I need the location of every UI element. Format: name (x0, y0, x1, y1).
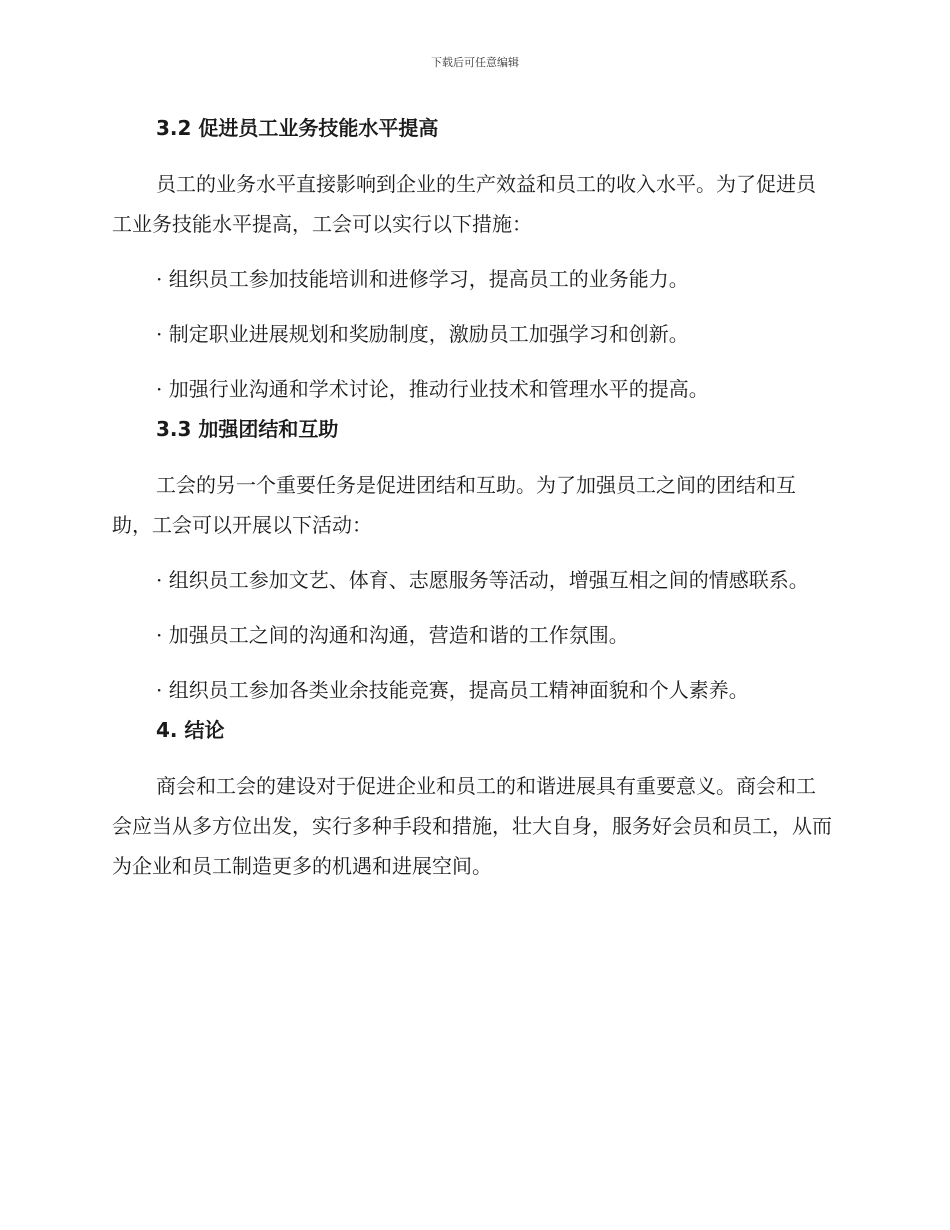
bullet-item: · 加强行业沟通和学术讨论，推动行业技术和管理水平的提高。 (156, 377, 709, 401)
page-header-note: 下载后可任意编辑 (431, 56, 519, 69)
bullet-item: · 加强员工之间的沟通和沟通，营造和谐的工作氛围。 (156, 623, 629, 647)
bullet-item: · 制定职业进展规划和奖励制度，激励员工加强学习和创新。 (156, 322, 689, 346)
section-intro-paragraph: 工会的另一个重要任务是促进团结和互助。为了加强员工之间的团结和互助，工会可以开展以下活动： (112, 473, 796, 537)
bullet-item: · 组织员工参加文艺、体育、志愿服务等活动，增强互相之间的情感联系。 (156, 568, 809, 592)
conclusion-paragraph: 商会和工会的建设对于促进企业和员工的和谐进展具有重要意义。商会和工会应当从多方位出发，实行多种手段和措施，壮大自身，服务好会员和员工，从而为企业和员工制造更多的机遇和进展空间。 (112, 774, 832, 878)
bullet-item: · 组织员工参加各类业余技能竞赛，提高员工精神面貌和个人素养。 (156, 678, 749, 702)
section-heading-3-3: 3.3 加强团结和互助 (156, 417, 339, 441)
section-intro-paragraph: 员工的业务水平直接影响到企业的生产效益和员工的收入水平。为了促进员工业务技能水平提高，工会可以实行以下措施： (112, 172, 816, 236)
document-body (112, 108, 832, 886)
section-heading-conclusion: 4. 结论 (156, 718, 225, 742)
section-heading-3-2: 3.2 促进员工业务技能水平提高 (156, 116, 439, 140)
bullet-item: · 组织员工参加技能培训和进修学习，提高员工的业务能力。 (156, 267, 689, 291)
